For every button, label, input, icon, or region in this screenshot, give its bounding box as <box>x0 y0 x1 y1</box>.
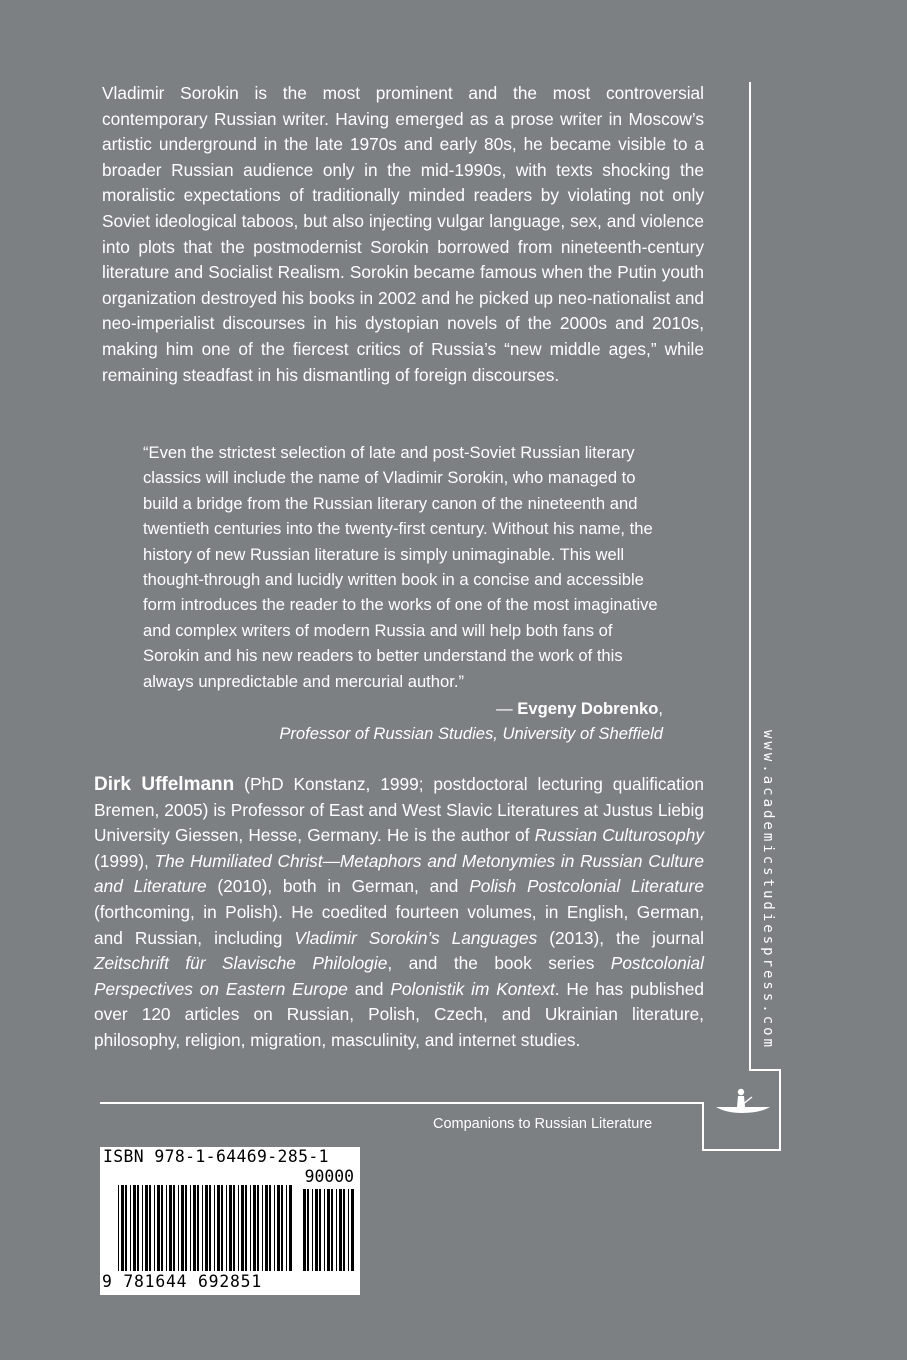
kayak-logo-icon <box>716 1089 770 1113</box>
quote-dash: — <box>496 699 518 718</box>
bio-text: (1999), <box>94 850 155 871</box>
bio-text: . He has published over 120 articles on Russian, Polish, Czech, and Ukrainian literature, philosophy, religion, migration, masculinity, and internet studies. <box>94 978 704 1050</box>
isbn-barcode <box>100 1147 360 1295</box>
bio-text: (forthcoming, in Polish). He coedited fourteen volumes, in English, German, and Russian, including <box>94 901 704 948</box>
series-title: Polonistik im Kontext <box>390 978 555 999</box>
publisher-website: www.academicstudiespress.com <box>760 730 776 1051</box>
bio-text: , and the book series <box>387 953 611 974</box>
journal-title: Zeitschrift für Slavische Philologie <box>94 953 388 974</box>
quote-comma: , <box>658 699 663 718</box>
quote-author-name: Evgeny Dobrenko <box>517 699 659 718</box>
author-name: Dirk Uffelmann <box>94 774 235 795</box>
quote-attribution <box>143 696 663 747</box>
book-title: Polish Postcolonial Literature <box>469 876 704 897</box>
ean-digits: 9 781644 692851 <box>102 1272 263 1291</box>
book-title: The Humiliated Christ—Metaphors and Metonymies in Russian Culture and Literature <box>94 850 704 897</box>
series-name: Companions to Russian Literature <box>433 1116 653 1132</box>
intro-paragraph: Vladimir Sorokin is the most prominent and the most controversial contemporary Russian writer. Having emerged as a prose writer in Moscow’s artistic underground in the late 1970s and early 80s, he became visible to a broader Russian audience only in the mid-1990s, with texts shocking the moralistic expectations of traditionally minded readers by violating not only Soviet ideological taboos, but also injecting vulgar language, sex, and violence into plots that the postmodernist Sorokin borrowed from nineteenth-century literature and Socialist Realism. Sorokin became famous when the Putin youth organization destroyed his books in 2002 and he picked up neo-nationalist and neo-imperialist discourses in his dystopian novels of the 2000s and 2010s, making him one of the fiercest critics of Russia’s “new middle ages,” while remaining steadfast in his dismantling of foreign discourses. <box>102 83 704 385</box>
endorsement-quote: “Even the strictest selection of late and post-Soviet Russian literary classics will include the name of Vladimir Sorokin, who managed to build a bridge from the Russian literary canon of the nineteenth and twentieth centuries into the twenty-first century. Without his name, the history of new Russian literature is simply unimaginable. This well thought-through and lucidly written book in a concise and accessible form introduces the reader to the works of one of the most imaginative and complex writers of modern Russia and will help both fans of Sorokin and his new readers to better understand the work of this always unpredictable and mercurial author.” <box>143 443 658 691</box>
book-title: Vladimir Sorokin’s Languages <box>294 927 538 948</box>
isbn-text: ISBN 978-1-64469-285-1 <box>103 1147 329 1166</box>
bio-text: (2013), the journal <box>537 927 705 948</box>
quote-author-role: Professor of Russian Studies, University of Sheffield <box>279 724 663 744</box>
bio-text: (2010), both in German, and <box>206 876 470 897</box>
series-title: Postcolonial Perspectives on Eastern Europe <box>94 953 704 999</box>
price-code: 90000 <box>304 1167 354 1186</box>
author-bio <box>94 772 704 1054</box>
bio-text: (PhD Konstanz, 1999; postdoctoral lecturing qualification Bremen, 2005) is Professor of East and West Slavic Literatures at Justus Liebig University Giessen, Hesse, Germany. He is the author of <box>94 774 704 846</box>
book-title: Russian Culturosophy <box>534 825 704 846</box>
bio-text: and <box>347 978 391 999</box>
